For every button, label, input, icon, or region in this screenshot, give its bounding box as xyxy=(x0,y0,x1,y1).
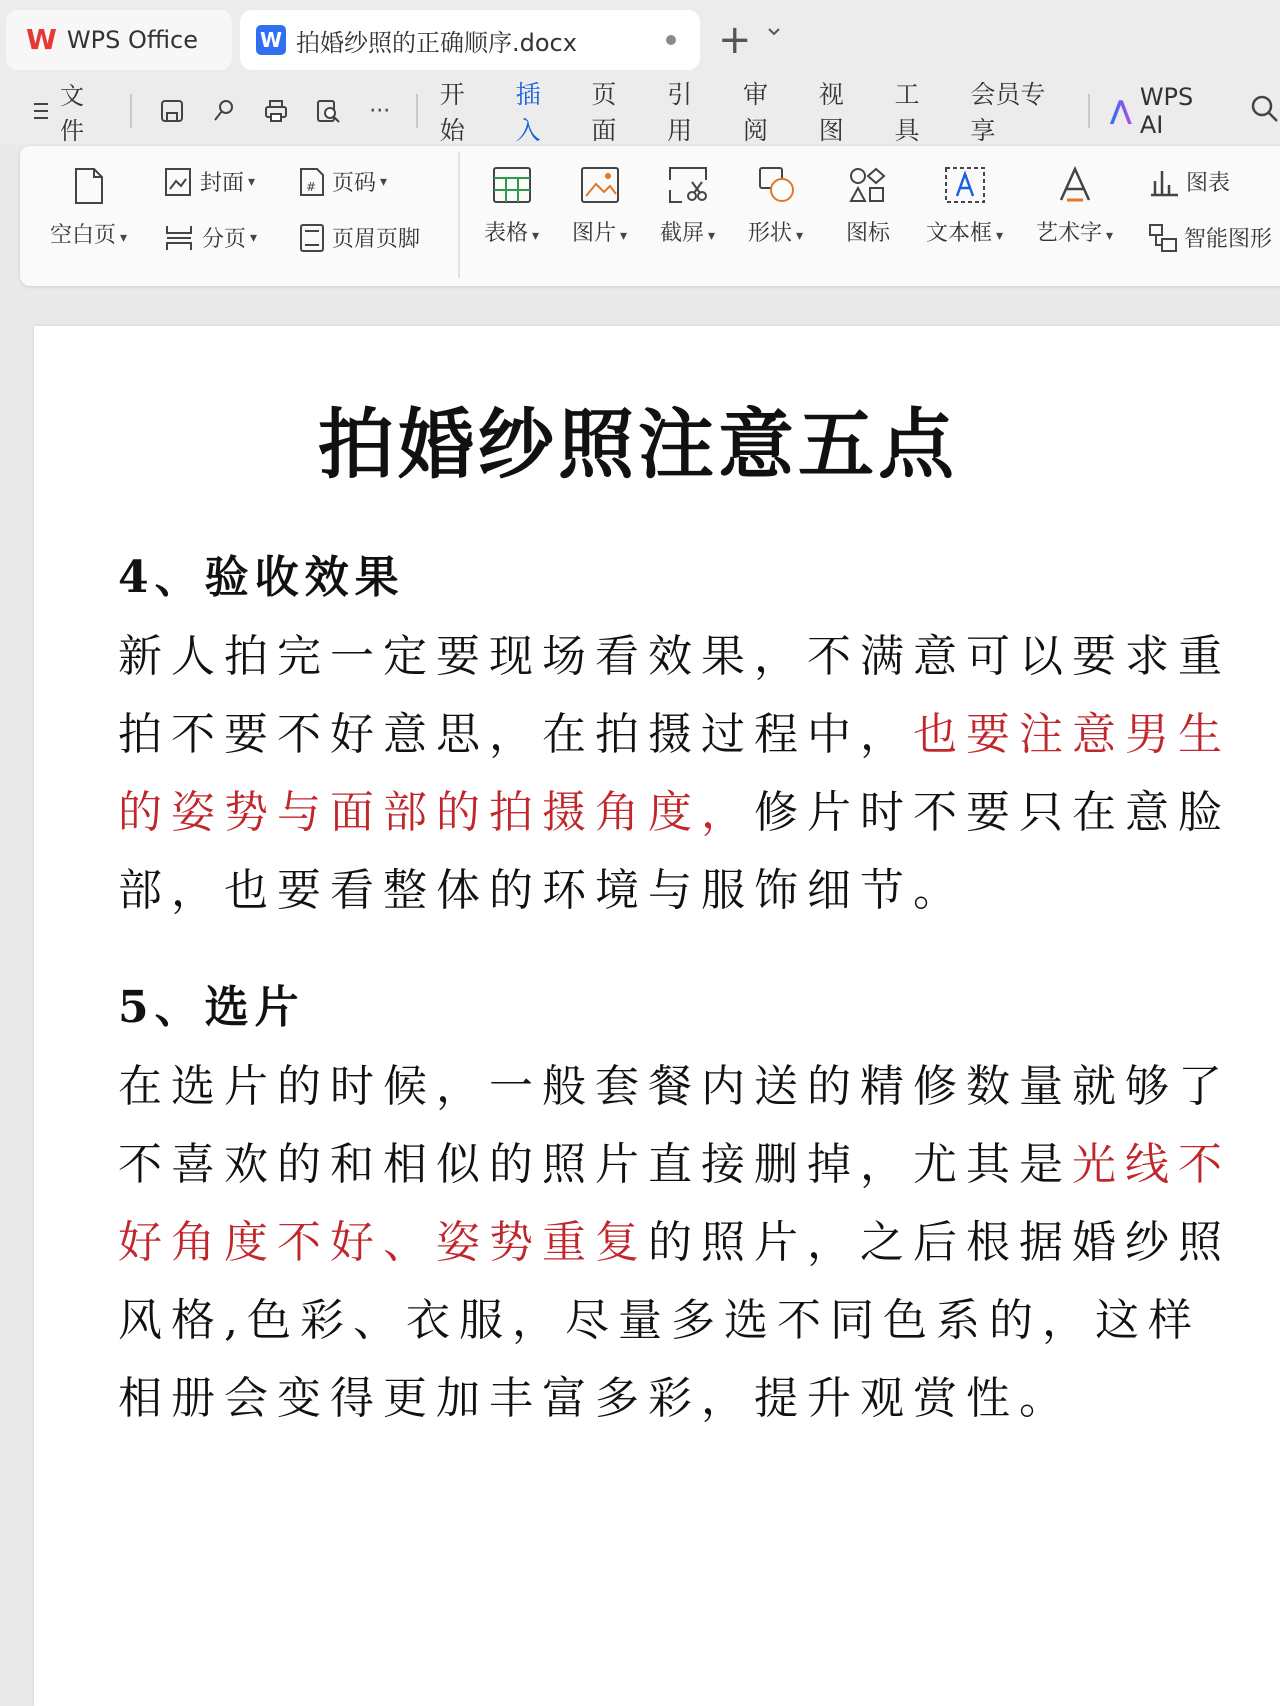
print-preview-icon[interactable] xyxy=(314,97,342,125)
shape-icon xyxy=(756,166,796,204)
section-5 xyxy=(118,978,1238,1438)
chart-icon xyxy=(1148,167,1180,197)
tab-page[interactable]: 页面 xyxy=(591,80,617,145)
tab-document-label: 拍婚纱照的正确顺序.docx xyxy=(296,28,577,57)
wps-logo-icon: W xyxy=(26,23,57,56)
highlighted-text: 也要注意男生的姿势与面部的拍摄角度， xyxy=(118,709,1231,838)
tab-bar xyxy=(0,0,1280,78)
search-icon[interactable] xyxy=(1250,94,1280,128)
wps-ai-label: WPS AI xyxy=(1139,83,1194,139)
chevron-down-icon[interactable] xyxy=(766,24,782,44)
section-4-heading: 4、验收效果 xyxy=(118,552,405,603)
highlighted-text: 光线不好角度不好、姿势重复 xyxy=(118,1139,1231,1268)
section-5-heading: 5、选片 xyxy=(118,982,305,1033)
quick-access-toolbar xyxy=(158,97,394,125)
tab-home-label: WPS Office xyxy=(66,26,199,54)
chart-label: 图表 xyxy=(1186,171,1231,196)
smart-graphic-button[interactable] xyxy=(1148,222,1280,253)
page-break-icon xyxy=(164,223,194,253)
header-footer-button[interactable] xyxy=(298,222,420,253)
paragraph-text: 修片时不要只在意脸部，也要看整体的环境与服饰细节。 xyxy=(118,787,1231,916)
save-icon[interactable] xyxy=(158,97,186,125)
picture-icon xyxy=(580,166,620,204)
page-number-icon xyxy=(298,167,326,197)
cover-button[interactable] xyxy=(164,166,255,197)
shape-button[interactable] xyxy=(748,166,803,247)
more-icon[interactable]: ··· xyxy=(369,98,391,124)
chevron-down-icon: ▾ xyxy=(250,229,258,246)
paragraph-text: 新人拍完一定要现场看效果，不满意可以要求重拍不要不好意思，在拍摄过程中， xyxy=(118,631,1231,760)
icon-library-icon xyxy=(848,166,888,204)
table-button[interactable] xyxy=(484,166,539,247)
cover-label: 封面 xyxy=(200,171,245,196)
tab-tools[interactable]: 工具 xyxy=(894,80,920,145)
wps-ai-button[interactable] xyxy=(1110,83,1224,139)
tab-member[interactable]: 会员专享 xyxy=(970,80,1046,145)
header-footer-icon xyxy=(298,223,326,253)
cover-icon xyxy=(164,167,192,197)
page-break-button[interactable] xyxy=(164,222,257,253)
chevron-down-icon: ▾ xyxy=(996,228,1004,244)
tab-document[interactable] xyxy=(240,10,700,70)
wordart-icon xyxy=(1055,166,1095,204)
table-label: 表格 xyxy=(484,221,529,246)
chevron-down-icon: ▾ xyxy=(248,173,256,190)
table-icon xyxy=(492,166,532,204)
unsaved-dot-icon[interactable] xyxy=(666,35,676,45)
wps-ai-icon: ⋀ xyxy=(1109,96,1132,126)
page-number-button[interactable] xyxy=(298,166,387,197)
wordart-button[interactable] xyxy=(1036,166,1113,247)
icon-library-label: 图标 xyxy=(846,221,891,246)
wordart-label: 艺术字 xyxy=(1036,221,1103,246)
tab-references[interactable]: 引用 xyxy=(667,80,693,145)
section-4-paragraph xyxy=(118,618,1238,930)
textbox-label: 文本框 xyxy=(926,221,993,246)
picture-button[interactable] xyxy=(572,166,627,247)
screenshot-button[interactable] xyxy=(660,166,715,247)
menu-tabs xyxy=(438,69,1072,153)
textbox-icon xyxy=(944,166,986,204)
divider xyxy=(1088,94,1090,128)
file-menu-button[interactable] xyxy=(32,76,108,146)
paragraph-text: 在选片的时候，一般套餐内送的精修数量就够了不喜欢的和相似的照片直接删掉，尤其是 xyxy=(118,1061,1231,1190)
chevron-down-icon: ▾ xyxy=(796,228,804,244)
tab-insert[interactable]: 插入 xyxy=(514,69,568,153)
divider xyxy=(458,152,460,278)
hamburger-icon xyxy=(32,100,50,122)
chevron-down-icon: ▾ xyxy=(708,228,716,244)
divider xyxy=(416,94,418,128)
page-number-label: 页码 xyxy=(332,171,377,196)
page-break-label: 分页 xyxy=(202,227,247,252)
new-tab-button[interactable]: + xyxy=(718,17,752,63)
chevron-down-icon: ▾ xyxy=(1106,228,1114,244)
screenshot-icon xyxy=(668,166,708,204)
document-title: 拍婚纱照注意五点 xyxy=(318,400,958,489)
blank-page-icon xyxy=(71,166,107,206)
chevron-down-icon: ▾ xyxy=(620,228,628,244)
picture-label: 图片 xyxy=(572,221,617,246)
divider xyxy=(130,94,132,128)
chart-button[interactable] xyxy=(1148,166,1230,197)
smart-graphic-icon xyxy=(1148,223,1178,253)
word-doc-icon: W xyxy=(256,25,286,55)
chevron-down-icon: ▾ xyxy=(532,228,540,244)
svg-text:#: # xyxy=(306,179,317,194)
icon-library-button[interactable] xyxy=(846,166,890,247)
menu-bar xyxy=(0,78,1280,144)
header-footer-label: 页眉页脚 xyxy=(332,227,421,252)
smart-graphic-label: 智能图形 xyxy=(1184,227,1273,252)
print-icon[interactable] xyxy=(262,97,290,125)
tab-start[interactable]: 开始 xyxy=(439,80,465,145)
file-menu-label: 文件 xyxy=(59,82,84,145)
screenshot-label: 截屏 xyxy=(660,221,705,246)
insert-ribbon xyxy=(20,146,1280,286)
chevron-down-icon: ▾ xyxy=(120,230,128,246)
paragraph-text: 的照片，之后根据婚纱照风格,色彩、衣服，尽量多选不同色系的，这样相册会变得更加丰富多彩，提升观赏性。 xyxy=(118,1217,1231,1424)
tab-view[interactable]: 视图 xyxy=(818,80,844,145)
format-painter-icon[interactable] xyxy=(210,97,238,125)
document-page[interactable] xyxy=(34,326,1280,1706)
blank-page-button[interactable] xyxy=(50,166,127,249)
tab-wps-home[interactable] xyxy=(6,10,232,70)
section-4 xyxy=(118,548,1238,930)
textbox-button[interactable] xyxy=(926,166,1003,247)
blank-page-label: 空白页 xyxy=(50,223,117,248)
shape-label: 形状 xyxy=(748,221,793,246)
section-5-paragraph xyxy=(118,1048,1238,1438)
tab-review[interactable]: 审阅 xyxy=(742,80,768,145)
chevron-down-icon: ▾ xyxy=(380,173,388,190)
